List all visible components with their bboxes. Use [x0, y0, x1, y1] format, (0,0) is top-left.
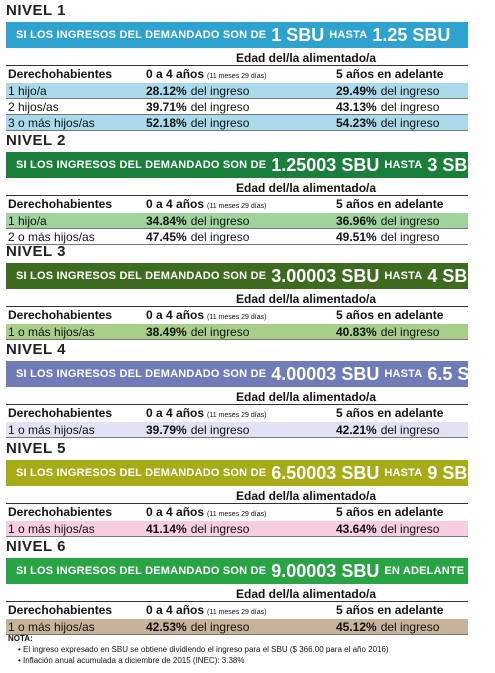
- banner-to-value: 1.25 SBU: [372, 24, 451, 45]
- pct-cell-age-5-plus: [336, 83, 439, 99]
- level-section-5: [0, 440, 481, 544]
- row-label: 1 hijo/a: [8, 214, 47, 228]
- pct-value: 39.79%: [146, 423, 187, 437]
- note-title: NOTA:: [8, 634, 33, 643]
- age-a-label: 0 a 4 años: [146, 197, 205, 211]
- pct-value: 54.23%: [336, 116, 377, 130]
- banner-from-value: 4.00003 SBU: [271, 363, 380, 384]
- divider: [6, 634, 468, 635]
- pct-value: 43.13%: [336, 100, 377, 114]
- pct-value: 42.53%: [146, 620, 187, 634]
- divider: [6, 130, 468, 131]
- banner-prefix: SI LOS INGRESOS DEL DEMANDADO SON DE: [16, 565, 267, 577]
- banner-connector: EN ADELANTE: [384, 565, 465, 577]
- note-line: • El ingreso expresado en SBU se obtiene dividiendo el ingreso para el SBU ($ 366.00 para el año 2016): [18, 645, 389, 654]
- pct-value: 34.84%: [146, 214, 187, 228]
- age-a-label: 0 a 4 años: [146, 67, 205, 81]
- level-section-2: [0, 132, 481, 252]
- pct-cell-age-0-4: [146, 619, 249, 635]
- pct-suffix: del ingreso: [190, 325, 250, 339]
- table-row: [6, 324, 468, 340]
- age-group-header: [6, 291, 468, 307]
- pct-suffix: del ingreso: [190, 230, 250, 244]
- banner-connector: HASTA: [384, 368, 423, 380]
- pct-suffix: del ingreso: [380, 230, 440, 244]
- pct-suffix: del ingreso: [380, 214, 440, 228]
- pct-value: 36.96%: [336, 214, 377, 228]
- level-banner: [6, 263, 481, 289]
- banner-prefix: SI LOS INGRESOS DEL DEMANDADO SON DE: [16, 467, 267, 479]
- column-header-row: [6, 405, 468, 421]
- pct-value: 39.71%: [146, 100, 187, 114]
- level-title: NIVEL 6: [6, 538, 66, 555]
- pct-suffix: del ingreso: [190, 84, 250, 98]
- col-header-derechohabientes: Derechohabientes: [8, 406, 113, 420]
- pct-cell-age-0-4: [146, 324, 249, 340]
- pct-value: 28.12%: [146, 84, 187, 98]
- age-a-note: (11 meses 29 días): [207, 609, 267, 616]
- level-section-1: [0, 2, 474, 138]
- level-banner: [6, 152, 481, 178]
- pct-suffix: del ingreso: [380, 522, 440, 536]
- age-label: Edad del/la alimentado/a: [236, 292, 377, 306]
- pct-cell-age-0-4: [146, 213, 249, 229]
- column-header-row: [6, 504, 468, 520]
- pct-value: 29.49%: [336, 84, 377, 98]
- age-a-note: (11 meses 29 días): [207, 412, 267, 419]
- pct-value: 40.83%: [336, 325, 377, 339]
- pct-value: 38.49%: [146, 325, 187, 339]
- level-title: NIVEL 3: [6, 243, 66, 260]
- age-a-label: 0 a 4 años: [146, 406, 205, 420]
- row-label: 1 o más hijos/as: [8, 325, 95, 339]
- row-label: 1 o más hijos/as: [8, 620, 95, 634]
- table-row: [6, 83, 468, 99]
- banner-prefix: SI LOS INGRESOS DEL DEMANDADO SON DE: [16, 29, 267, 41]
- pct-suffix: del ingreso: [380, 84, 440, 98]
- table-row: [6, 115, 468, 131]
- pct-suffix: del ingreso: [190, 100, 250, 114]
- pct-suffix: del ingreso: [190, 522, 250, 536]
- banner-to-value: 9 SBU: [427, 462, 481, 483]
- banner-from-value: 6.50003 SBU: [271, 462, 380, 483]
- banner-connector: HASTA: [384, 159, 423, 171]
- age-a-note: (11 meses 29 días): [207, 73, 267, 80]
- age-group-header: [6, 586, 468, 602]
- col-header-age-5-plus: 5 años en adelante: [336, 308, 444, 322]
- column-header-row: [6, 66, 468, 82]
- pct-cell-age-5-plus: [336, 213, 439, 229]
- age-a-label: 0 a 4 años: [146, 603, 205, 617]
- column-header-row: [6, 602, 468, 618]
- col-header-age-5-plus: 5 años en adelante: [336, 197, 444, 211]
- age-a-label: 0 a 4 años: [146, 308, 205, 322]
- banner-to-value: 4 SBU: [427, 265, 481, 286]
- col-header-derechohabientes: Derechohabientes: [8, 197, 113, 211]
- pct-cell-age-0-4: [146, 115, 249, 131]
- level-banner: [6, 22, 468, 48]
- col-header-age-5-plus: 5 años en adelante: [336, 67, 444, 81]
- banner-connector: HASTA: [384, 270, 423, 282]
- col-header-derechohabientes: Derechohabientes: [8, 505, 113, 519]
- pct-suffix: del ingreso: [380, 116, 440, 130]
- column-header-row: [6, 196, 468, 212]
- table-row: [6, 619, 468, 635]
- level-title: NIVEL 2: [6, 132, 66, 149]
- pct-cell-age-5-plus: [336, 99, 439, 115]
- pct-cell-age-5-plus: [336, 619, 439, 635]
- col-header-derechohabientes: Derechohabientes: [8, 308, 113, 322]
- pct-value: 49.51%: [336, 230, 377, 244]
- age-group-header: [6, 488, 468, 504]
- row-label: 3 o más hijos/as: [8, 116, 95, 130]
- divider: [6, 536, 468, 537]
- pct-cell-age-0-4: [146, 422, 249, 438]
- age-label: Edad del/la alimentado/a: [236, 51, 377, 65]
- banner-to-value: 3 SBU: [427, 154, 481, 175]
- banner-connector: HASTA: [329, 29, 368, 41]
- pct-value: 47.45%: [146, 230, 187, 244]
- pct-suffix: del ingreso: [380, 100, 440, 114]
- banner-from-value: 9.00003 SBU: [271, 560, 380, 581]
- pct-value: 41.14%: [146, 522, 187, 536]
- pct-cell-age-0-4: [146, 83, 249, 99]
- table-row: [6, 422, 468, 438]
- level-section-6: [0, 538, 474, 642]
- banner-from-value: 1 SBU: [271, 24, 325, 45]
- pct-value: 45.12%: [336, 620, 377, 634]
- col-header-age-5-plus: 5 años en adelante: [336, 505, 444, 519]
- pct-suffix: del ingreso: [380, 620, 440, 634]
- level-title: NIVEL 1: [6, 2, 66, 19]
- row-label: 1 o más hijos/as: [8, 522, 95, 536]
- pct-suffix: del ingreso: [190, 116, 250, 130]
- table-row: [6, 213, 468, 229]
- banner-to-value: 6.5 SBU: [427, 363, 495, 384]
- level-banner: [6, 558, 468, 584]
- col-header-age-5-plus: 5 años en adelante: [336, 406, 444, 420]
- level-banner: [6, 460, 481, 486]
- divider: [6, 437, 468, 438]
- banner-prefix: SI LOS INGRESOS DEL DEMANDADO SON DE: [16, 368, 267, 380]
- col-header-derechohabientes: Derechohabientes: [8, 67, 113, 81]
- col-header-derechohabientes: Derechohabientes: [8, 603, 113, 617]
- pct-suffix: del ingreso: [190, 214, 250, 228]
- pct-cell-age-5-plus: [336, 324, 439, 340]
- pct-cell-age-5-plus: [336, 115, 439, 131]
- column-header-row: [6, 307, 468, 323]
- age-a-note: (11 meses 29 días): [207, 314, 267, 321]
- banner-from-value: 3.00003 SBU: [271, 265, 380, 286]
- level-section-4: [0, 341, 495, 445]
- pct-suffix: del ingreso: [190, 620, 250, 634]
- pct-cell-age-0-4: [146, 99, 249, 115]
- age-label: Edad del/la alimentado/a: [236, 587, 377, 601]
- note-line: • Inflación anual acumulada a diciembre de 2015 (INEC): 3.38%: [18, 656, 245, 665]
- pct-cell-age-5-plus: [336, 422, 439, 438]
- level-title: NIVEL 4: [6, 341, 66, 358]
- pct-value: 43.64%: [336, 522, 377, 536]
- banner-connector: HASTA: [384, 467, 423, 479]
- row-label: 2 o más hijos/as: [8, 230, 95, 244]
- age-label: Edad del/la alimentado/a: [236, 489, 377, 503]
- row-label: 2 hijos/as: [8, 100, 59, 114]
- divider: [6, 339, 468, 340]
- age-group-header: [6, 50, 468, 66]
- pct-cell-age-0-4: [146, 521, 249, 537]
- age-label: Edad del/la alimentado/a: [236, 390, 377, 404]
- pct-value: 52.18%: [146, 116, 187, 130]
- level-title: NIVEL 5: [6, 440, 66, 457]
- level-banner: [6, 361, 495, 387]
- level-section-3: [0, 243, 481, 347]
- age-a-label: 0 a 4 años: [146, 505, 205, 519]
- pct-value: 42.21%: [336, 423, 377, 437]
- row-label: 1 o más hijos/as: [8, 423, 95, 437]
- banner-from-value: 1.25003 SBU: [271, 154, 380, 175]
- row-label: 1 hijo/a: [8, 84, 47, 98]
- pct-cell-age-5-plus: [336, 521, 439, 537]
- banner-prefix: SI LOS INGRESOS DEL DEMANDADO SON DE: [16, 159, 267, 171]
- age-a-note: (11 meses 29 días): [207, 511, 267, 518]
- pct-suffix: del ingreso: [380, 423, 440, 437]
- age-group-header: [6, 389, 468, 405]
- age-label: Edad del/la alimentado/a: [236, 181, 377, 195]
- pct-suffix: del ingreso: [190, 423, 250, 437]
- table-row: [6, 99, 468, 115]
- age-a-note: (11 meses 29 días): [207, 203, 267, 210]
- col-header-age-5-plus: 5 años en adelante: [336, 603, 444, 617]
- banner-prefix: SI LOS INGRESOS DEL DEMANDADO SON DE: [16, 270, 267, 282]
- table-row: [6, 521, 468, 537]
- pct-suffix: del ingreso: [380, 325, 440, 339]
- age-group-header: [6, 180, 468, 196]
